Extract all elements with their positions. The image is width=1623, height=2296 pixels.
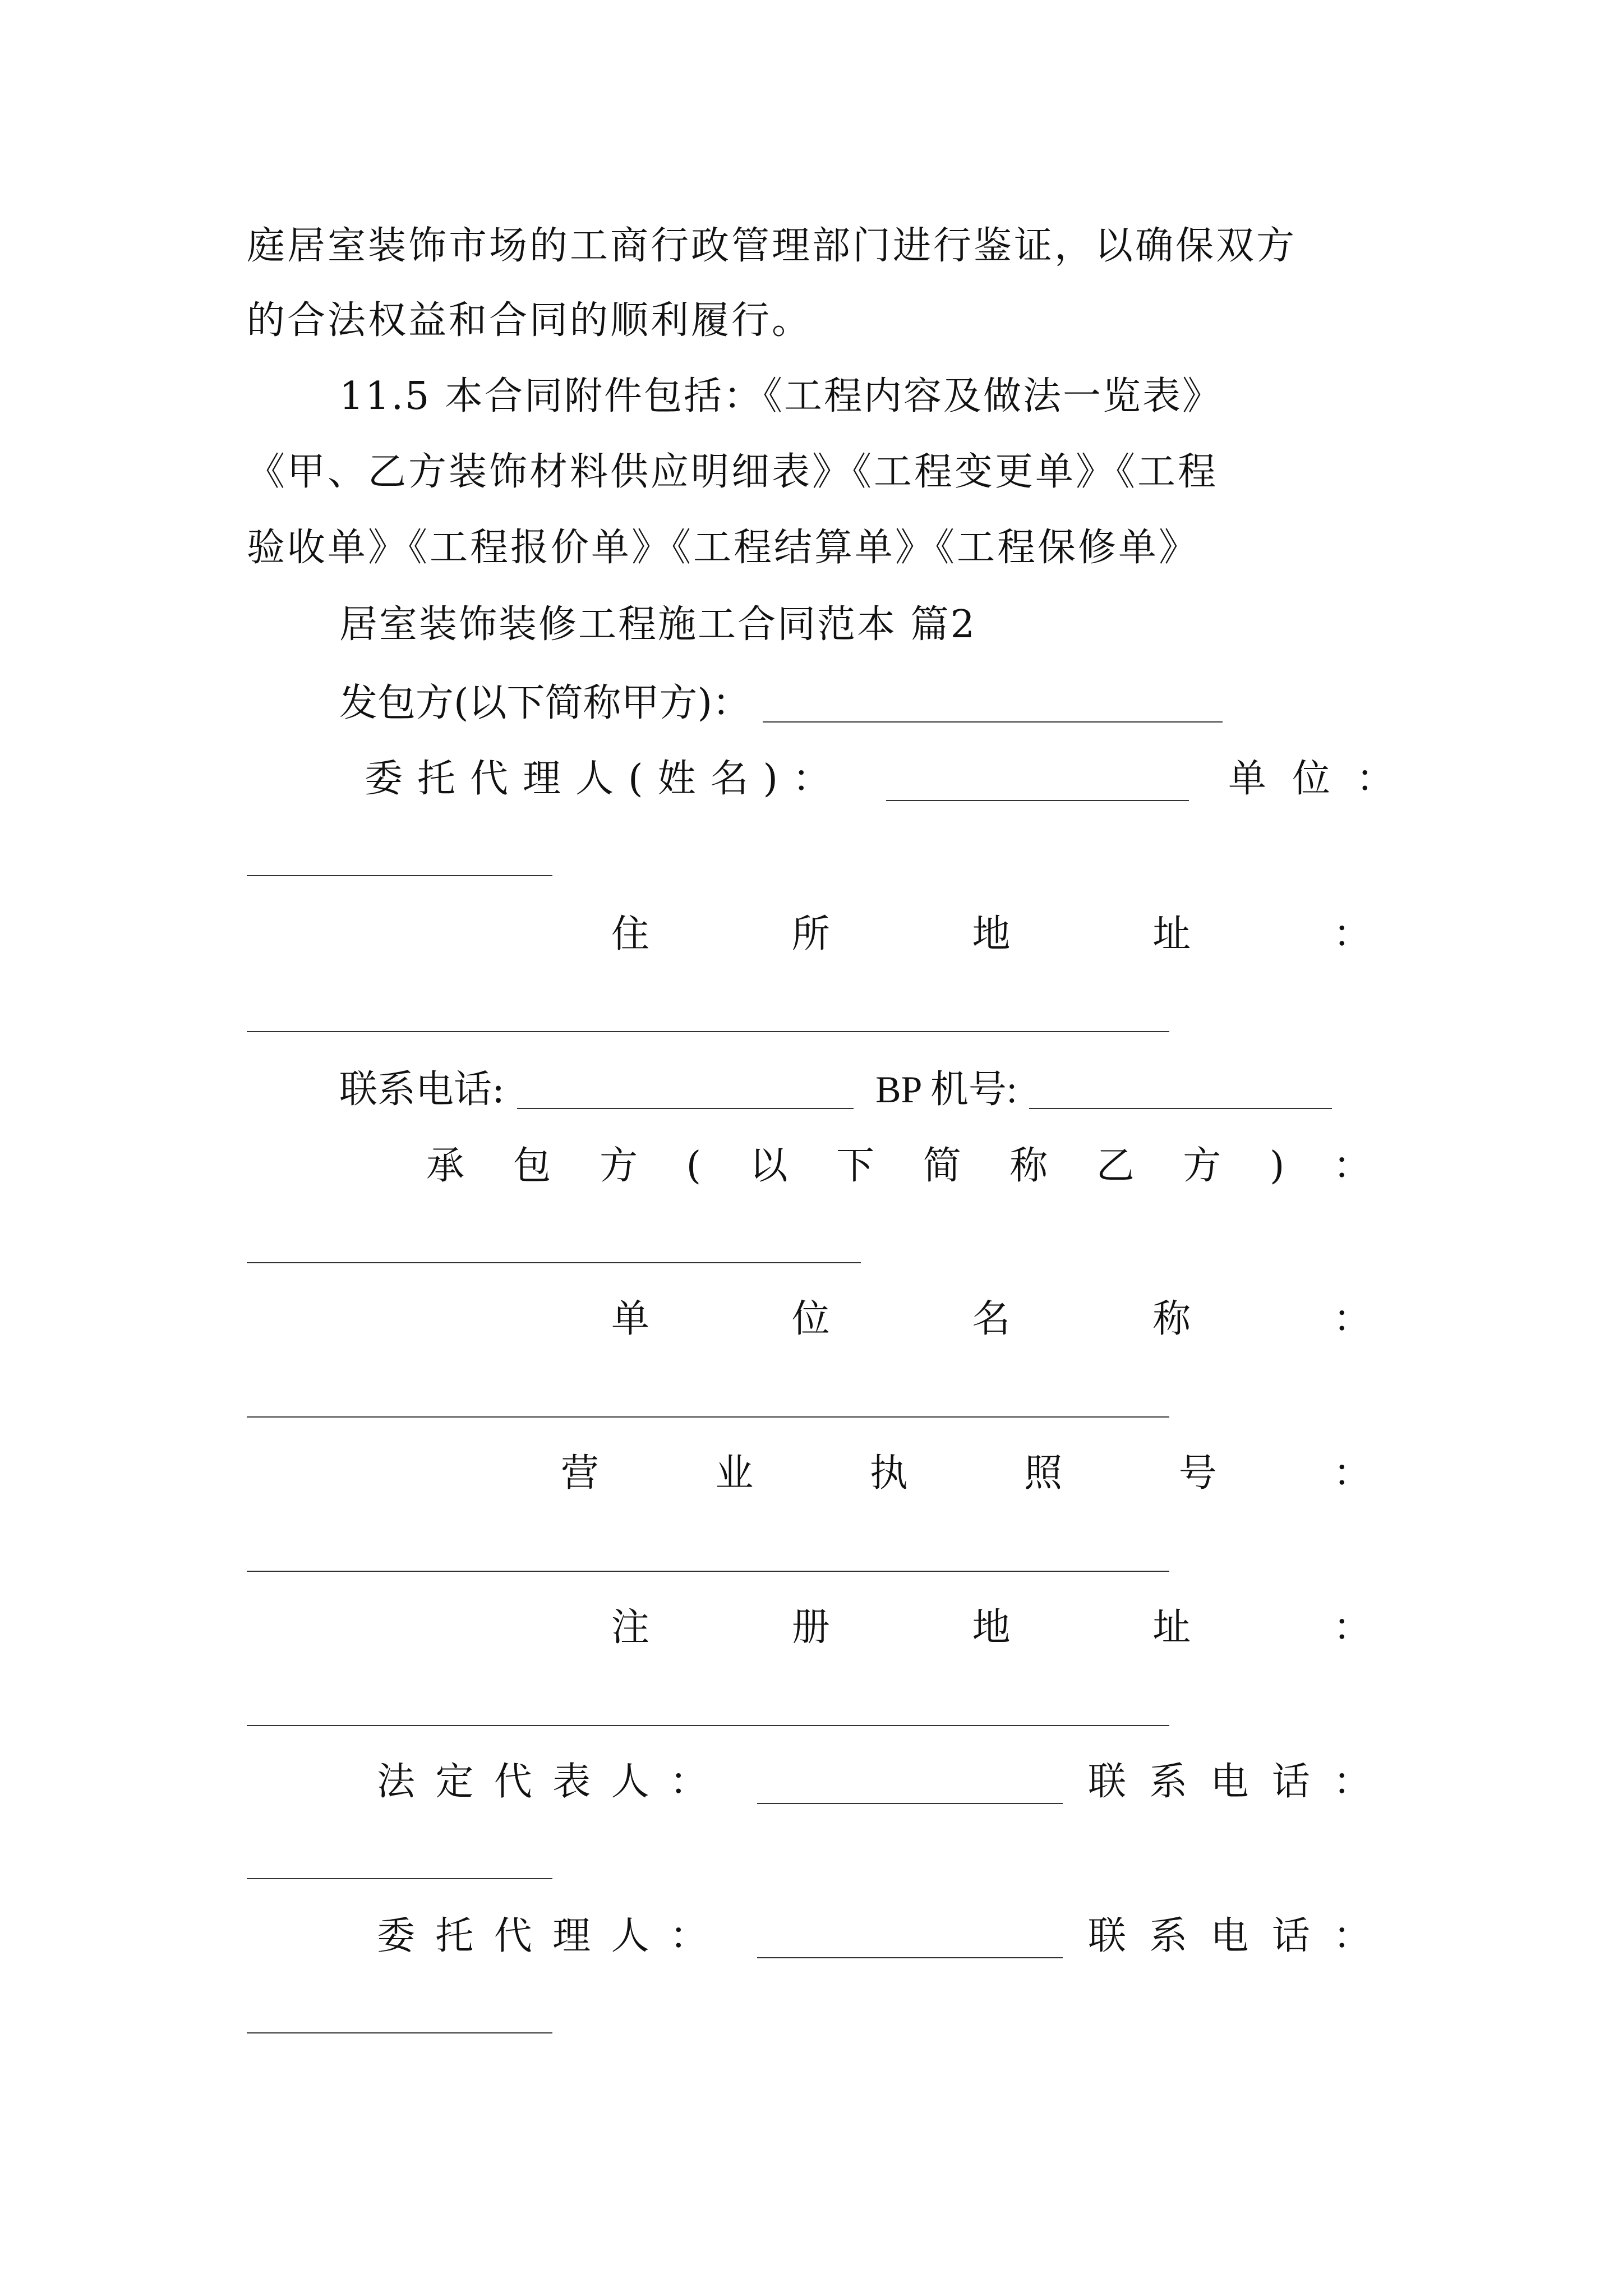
party-b-agent-field[interactable] (757, 1926, 1063, 1958)
clause-line: 《甲、乙方装饰材料供应明细表》《工程变更单》《工程 (247, 450, 1219, 494)
party-b-legal-phone-label: 联 系 电 话 ： (1088, 1760, 1371, 1804)
party-b-legal-rep-label: 法 定 代 表 人 ： (377, 1760, 708, 1804)
para-line: 庭居室装饰市场的工商行政管理部门进行鉴证，以确保双方 (247, 224, 1297, 268)
party-a-phone-line (339, 1068, 1332, 1112)
party-b-license-field[interactable] (247, 1571, 1169, 1572)
party-b-legal-phone-field[interactable] (247, 1878, 552, 1879)
party-a-agent-line (365, 757, 846, 801)
party-a-unit-label: 单位： (1228, 757, 1421, 801)
party-a-unit-field[interactable] (247, 875, 552, 876)
party-b-name-field[interactable] (247, 1262, 861, 1263)
party-a-label-line (339, 681, 1223, 725)
party-a-address-field[interactable] (247, 1031, 1169, 1032)
party-a-agent-field[interactable] (886, 769, 1189, 801)
clause-line: 11.5 本合同附件包括：《工程内容及做法一览表》 (339, 374, 1223, 418)
para-line: 的合法权益和合同的顺利履行。 (247, 298, 813, 343)
party-b-unit-name-label: 单 位 名 称 ： (611, 1297, 1371, 1341)
party-a-address-label: 住 所 地 址 ： (611, 912, 1371, 956)
party-a-bp-field[interactable] (1029, 1076, 1332, 1109)
clause-line: 验收单》《工程报价单》《工程结算单》《工程保修单》 (247, 526, 1200, 570)
party-a-phone-field[interactable] (517, 1076, 854, 1109)
party-b-reg-address-label: 注 册 地 址 ： (611, 1605, 1371, 1650)
party-a-phone-label: 联系电话: (339, 1068, 505, 1112)
party-a-label: 发包方(以下简称甲方)： (339, 681, 751, 725)
party-a-bp-label: BP 机号: (875, 1068, 1017, 1111)
party-b-license-label: 营 业 执 照 号 ： (561, 1451, 1371, 1496)
section-title: 居室装饰装修工程施工合同范本 篇2 (339, 602, 976, 647)
party-b-reg-address-field[interactable] (247, 1725, 1169, 1726)
party-b-agent-phone-label: 联 系 电 话 ： (1088, 1914, 1371, 1958)
party-b-agent-phone-field[interactable] (247, 2032, 552, 2033)
party-b-label: 承 包 方 ( 以 下 简 称 乙 方 ) ： (426, 1144, 1371, 1188)
party-b-unit-name-field[interactable] (247, 1416, 1169, 1418)
party-a-agent-label: 委托代理人(姓名)： (365, 757, 846, 801)
party-b-legal-rep-field[interactable] (757, 1772, 1063, 1804)
party-b-agent-label: 委 托 代 理 人 ： (377, 1914, 708, 1958)
party-a-name-field[interactable] (763, 690, 1223, 723)
